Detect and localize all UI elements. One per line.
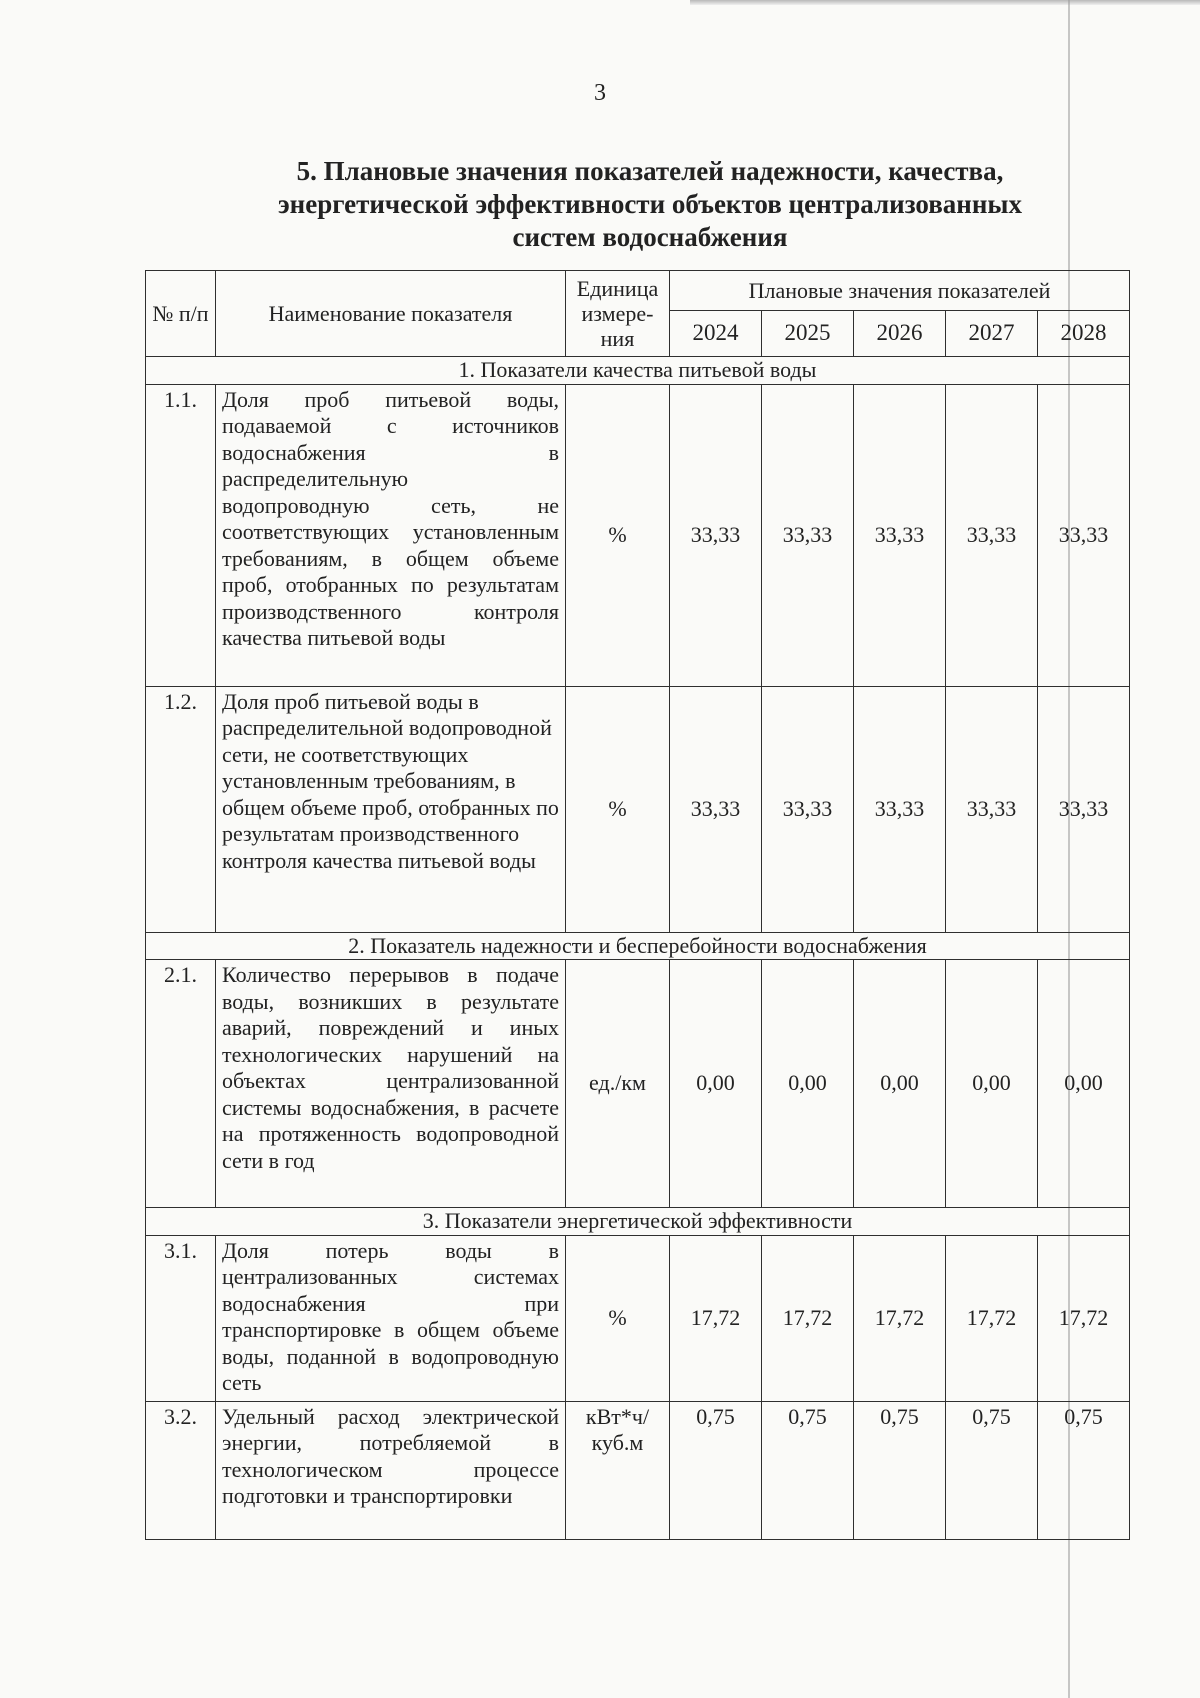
- group-row: [146, 1208, 1130, 1236]
- table-row: [146, 1401, 1130, 1539]
- header-planned-values: Плановые значения показателей: [670, 271, 1130, 311]
- value-cell: 33,33: [854, 686, 946, 932]
- indicator-unit: %: [566, 384, 670, 686]
- value-cell: 17,72: [670, 1235, 762, 1401]
- header-year: 2026: [854, 311, 946, 357]
- indicator-unit: %: [566, 686, 670, 932]
- value-cell: 0,00: [1038, 960, 1130, 1208]
- section-title-line: систем водоснабжения: [512, 222, 788, 252]
- header-name: Наименование показателя: [216, 271, 566, 357]
- row-number: 1.2.: [146, 686, 216, 932]
- value-cell: 17,72: [762, 1235, 854, 1401]
- header-num: № п/п: [146, 271, 216, 357]
- scan-edge-shadow: [690, 0, 1200, 5]
- table-row: [146, 960, 1130, 1208]
- group-title: 3. Показатели энергетической эффективности: [146, 1208, 1130, 1236]
- value-cell: 33,33: [854, 384, 946, 686]
- table-row: [146, 384, 1130, 686]
- indicator-name: Доля потерь воды в централизованных системах водоснабжения при транспортировке в общем объеме воды, поданной в водопроводную сеть: [216, 1235, 566, 1401]
- value-cell: 33,33: [762, 686, 854, 932]
- value-cell: 0,00: [946, 960, 1038, 1208]
- value-cell: 33,33: [670, 686, 762, 932]
- value-cell: 17,72: [854, 1235, 946, 1401]
- value-cell: 0,75: [670, 1401, 762, 1539]
- group-title: 2. Показатель надежности и бесперебойности водоснабжения: [146, 932, 1130, 960]
- value-cell: 0,75: [854, 1401, 946, 1539]
- value-cell: 33,33: [1038, 384, 1130, 686]
- page-number: 3: [594, 80, 606, 106]
- group-row: [146, 357, 1130, 385]
- section-title-line: 5. Плановые значения показателей надежности, качества,: [296, 156, 1004, 186]
- indicator-unit: ед./км: [566, 960, 670, 1208]
- indicator-unit: %: [566, 1235, 670, 1401]
- value-cell: 0,75: [762, 1401, 854, 1539]
- indicator-name: Количество перерывов в подаче воды, возникших в результате аварий, повреждений и иных технологических нарушений на объектах централизованной системы водоснабжения, в расчете на протяженность водопроводной сети в год: [216, 960, 566, 1208]
- value-cell: 0,00: [854, 960, 946, 1208]
- indicator-name: Доля проб питьевой воды, подаваемой с источников водоснабжения в распределительную водопроводную сеть, не соответствующих установленным требованиям, в общем объеме проб, отобранных по результатам производственного контроля качества питьевой воды: [216, 384, 566, 686]
- row-number: 3.2.: [146, 1401, 216, 1539]
- value-cell: 17,72: [1038, 1235, 1130, 1401]
- table-row: [146, 686, 1130, 932]
- header-year: 2024: [670, 311, 762, 357]
- group-title: 1. Показатели качества питьевой воды: [146, 357, 1130, 385]
- row-number: 2.1.: [146, 960, 216, 1208]
- plan-values-table: [145, 270, 1130, 1540]
- header-year: 2027: [946, 311, 1038, 357]
- value-cell: 0,75: [946, 1401, 1038, 1539]
- value-cell: 0,00: [670, 960, 762, 1208]
- section-title-line: энергетической эффективности объектов централизованных: [277, 189, 1022, 219]
- table-row: [146, 1235, 1130, 1401]
- value-cell: 33,33: [762, 384, 854, 686]
- value-cell: 33,33: [670, 384, 762, 686]
- header-year: 2028: [1038, 311, 1130, 357]
- indicator-name: Удельный расход электрической энергии, потребляемой в технологическом процессе подготовки и транспортировки: [216, 1401, 566, 1539]
- value-cell: 33,33: [946, 384, 1038, 686]
- table-header-row: [146, 271, 1130, 311]
- group-row: [146, 932, 1130, 960]
- indicator-unit: кВт*ч/ куб.м: [566, 1401, 670, 1539]
- indicator-name: Доля проб питьевой воды в распределительной водопроводной сети, не соответствующих установленным требованиям, в общем объеме проб, отобранных по результатам производственного контроля качества питьевой воды: [216, 686, 566, 932]
- row-number: 1.1.: [146, 384, 216, 686]
- value-cell: 33,33: [946, 686, 1038, 932]
- header-year: 2025: [762, 311, 854, 357]
- value-cell: 0,00: [762, 960, 854, 1208]
- value-cell: 17,72: [946, 1235, 1038, 1401]
- value-cell: 33,33: [1038, 686, 1130, 932]
- value-cell: 0,75: [1038, 1401, 1130, 1539]
- header-unit: Единица измере-ния: [566, 271, 670, 357]
- section-title: [230, 155, 1070, 254]
- row-number: 3.1.: [146, 1235, 216, 1401]
